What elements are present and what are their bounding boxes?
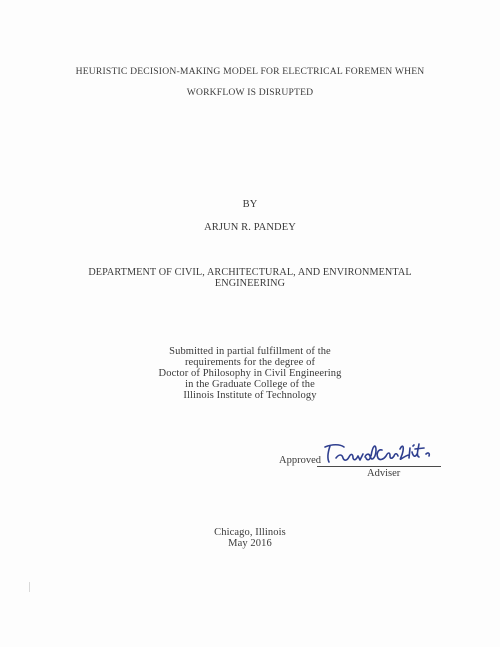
thesis-title-line-1: HEURISTIC DECISION-MAKING MODEL FOR ELECTRICAL FOREMEN WHEN xyxy=(75,66,425,77)
scan-mark xyxy=(29,582,30,592)
submission-statement-line-3: Doctor of Philosophy in Civil Engineering xyxy=(158,368,342,379)
thesis-title-line-2: WORKFLOW IS DISRUPTED xyxy=(186,87,314,98)
submission-statement-line-4: in the Graduate College of the xyxy=(185,379,315,390)
submission-statement-line-5: Illinois Institute of Technology xyxy=(183,390,317,401)
submission-statement-line-2: requirements for the degree of xyxy=(184,357,316,368)
adviser-label: Adviser xyxy=(367,468,401,479)
department-line-1: DEPARTMENT OF CIVIL, ARCHITECTURAL, AND ENVIRONMENTAL xyxy=(88,267,412,278)
department-line-2: ENGINEERING xyxy=(214,278,286,289)
city: Chicago, Illinois xyxy=(214,527,286,538)
adviser-signature xyxy=(322,440,434,466)
by-label: BY xyxy=(242,199,258,210)
author-name: ARJUN R. PANDEY xyxy=(204,222,296,233)
submission-statement-line-1: Submitted in partial fulfillment of the xyxy=(169,346,331,357)
approval-block xyxy=(279,440,449,490)
date: May 2016 xyxy=(228,538,272,549)
approved-label: Approved xyxy=(279,455,321,466)
